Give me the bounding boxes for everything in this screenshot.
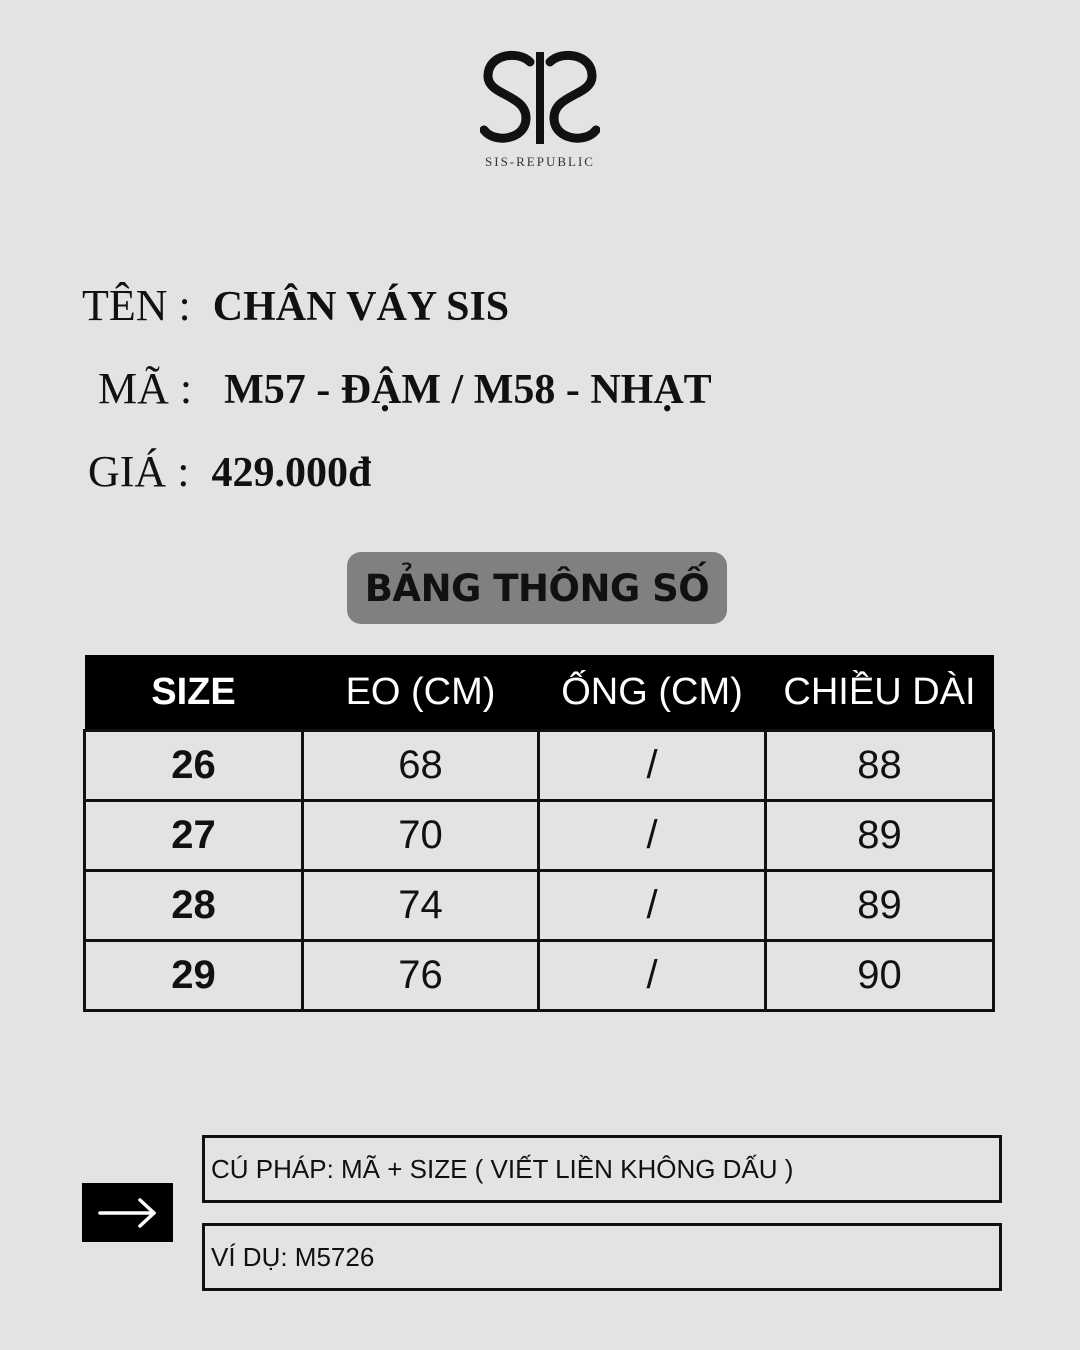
size-table <box>83 655 995 1012</box>
cell-size: 26 <box>85 731 303 801</box>
cell-length: 90 <box>766 941 994 1011</box>
product-code-row <box>98 363 712 414</box>
header-hem: ỐNG (CM) <box>539 655 766 731</box>
cell-waist: 76 <box>303 941 539 1011</box>
product-code-label: MÃ : <box>98 364 193 413</box>
arrow-right-icon <box>97 1196 159 1230</box>
brand-logo <box>440 40 640 180</box>
cell-waist: 68 <box>303 731 539 801</box>
cell-length: 89 <box>766 801 994 871</box>
cell-length: 88 <box>766 731 994 801</box>
example-note: VÍ DỤ: M5726 <box>202 1223 1002 1291</box>
table-row <box>85 871 994 941</box>
header-size: SIZE <box>85 655 303 731</box>
table-row <box>85 801 994 871</box>
product-price-row <box>88 446 371 497</box>
product-name-row <box>82 280 509 331</box>
cell-size: 29 <box>85 941 303 1011</box>
cell-waist: 70 <box>303 801 539 871</box>
brand-name: SIS-REPUBLIC <box>485 154 595 169</box>
product-price-label: GIÁ : <box>88 447 190 496</box>
cell-hem: / <box>539 941 766 1011</box>
size-table-title: BẢNG THÔNG SỐ <box>347 552 727 624</box>
header-length: CHIỀU DÀI <box>766 655 994 731</box>
cell-hem: / <box>539 871 766 941</box>
syntax-note: CÚ PHÁP: MÃ + SIZE ( VIẾT LIỀN KHÔNG DẤU ) <box>202 1135 1002 1203</box>
cell-hem: / <box>539 801 766 871</box>
product-name-label: TÊN : <box>82 281 191 330</box>
table-header-row <box>85 655 994 731</box>
sis-monogram-icon <box>480 48 600 148</box>
table-row <box>85 731 994 801</box>
table-row <box>85 941 994 1011</box>
cell-size: 27 <box>85 801 303 871</box>
product-name-value: CHÂN VÁY SIS <box>212 284 510 330</box>
cell-waist: 74 <box>303 871 539 941</box>
arrow-box <box>82 1183 173 1242</box>
product-price-value: 429.000đ <box>211 450 372 496</box>
cell-length: 89 <box>766 871 994 941</box>
product-code-value: M57 - ĐẬM / M58 - NHẠT <box>224 367 712 413</box>
header-waist: EO (CM) <box>303 655 539 731</box>
cell-hem: / <box>539 731 766 801</box>
cell-size: 28 <box>85 871 303 941</box>
